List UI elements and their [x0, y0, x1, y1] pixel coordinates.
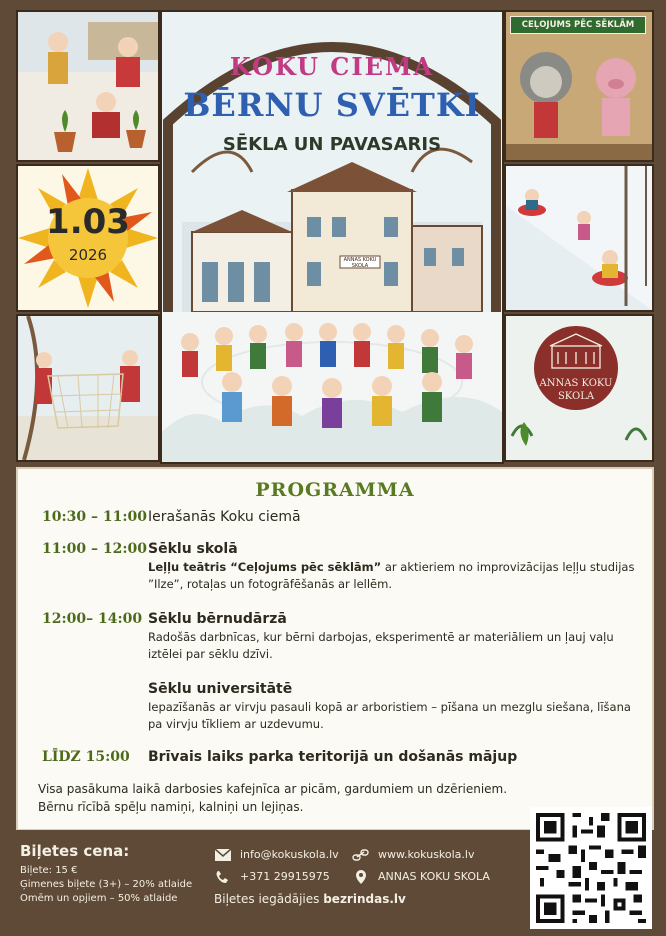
rope-net-kids-illustration [16, 314, 160, 462]
contact-website[interactable]: www.kokuskola.lv [378, 848, 475, 861]
tickets-buy-line [214, 892, 406, 906]
date-day: 1.03 [46, 202, 130, 242]
puppet-theatre-illustration [504, 10, 654, 162]
link-icon [352, 848, 370, 862]
contact-location: ANNAS KOKU SKOLA [378, 870, 490, 883]
title-line-1: KOKU CIEMA [229, 52, 435, 81]
gardening-kids-illustration [16, 10, 160, 162]
theatre-banner: CEĻOJUMS PĒC SĒKLĀM [510, 16, 646, 34]
program-time: 12:00– 14:00 [42, 611, 143, 627]
program-description: Radošās darbnīcas, kur bērni darbojas, eksperimentē ar materiāliem un ļauj vaļu iztēlei par sēklu dzīvi. [148, 630, 614, 661]
program-heading: Sēklu universitātē [148, 681, 293, 697]
program-description: Iepazīšanās ar virvju pasauli kopā ar arboristiem – pīšana un mezglu siešana, līšana pa virvju tīkliem ar uzdevumu. [148, 700, 631, 731]
program-time: 11:00 – 12:00 [42, 541, 148, 557]
program-time: LĪDZ 15:00 [42, 749, 130, 765]
phone-icon [214, 870, 232, 884]
program-heading: Sēklu skolā [148, 541, 238, 557]
location-pin-icon [352, 870, 370, 884]
ticket-price-line: Biļete: 15 € [20, 865, 78, 876]
program-description-text: ar aktieriem no improvizācijas leļļu studijas ”Ilze”, rotaļas un fotogrāfēšanās ar lellēm. [148, 560, 635, 591]
logo-line-1: ANNAS KOKU [539, 378, 613, 389]
program-description [148, 559, 638, 593]
program-time: 10:30 – 11:00 [42, 509, 148, 525]
ticket-price-line: Omēm un opjiem – 50% atlaide [20, 893, 178, 904]
center-illustration [160, 10, 504, 464]
program-box [16, 467, 654, 831]
date-year: 2026 [68, 246, 108, 264]
tickets-buy-site[interactable]: bezrindas.lv [323, 892, 406, 906]
school-building-sign: ANNAS KOKU SKOLA [343, 257, 377, 269]
program-footer-line: Visa pasākuma laikā darbosies kafejnīca ar picām, gardumiem un dzērieniem. [38, 782, 508, 796]
program-footer-line: Bērnu rīcībā spēļu namiņi, kalniņi un lejiņas. [38, 800, 304, 814]
school-logo-panel [504, 314, 654, 462]
logo-line-2: SKOLA [557, 391, 595, 402]
program-heading: Brīvais laiks parka teritorijā un došanās mājup [148, 749, 518, 765]
contact-email[interactable]: info@kokuskola.lv [240, 848, 339, 861]
tickets-title: Biļetes cena: [20, 842, 130, 860]
title-line-2: BĒRNU SVĒTKI [183, 86, 481, 124]
sun-date-panel [16, 164, 160, 312]
program-title: PROGRAMMA [255, 479, 415, 501]
sledding-kids-illustration [504, 164, 654, 312]
mail-icon [214, 848, 232, 862]
program-description-bold: Leļļu teātris “Ceļojums pēc sēklām” [148, 560, 382, 574]
kids-dancing-circle [162, 322, 502, 452]
program-heading: Ierašanās Koku ciemā [148, 509, 301, 525]
contact-phone[interactable]: +371 29915975 [240, 870, 330, 883]
program-heading: Sēklu bērnudārzā [148, 611, 287, 627]
ticket-price-line: Ģimenes biļete (3+) – 20% atlaide [20, 879, 193, 890]
qr-code[interactable] [530, 807, 652, 929]
tickets-buy-prefix: Biļetes iegādājies [214, 892, 324, 906]
subtitle: SĒKLA UN PAVASARIS [222, 134, 442, 155]
